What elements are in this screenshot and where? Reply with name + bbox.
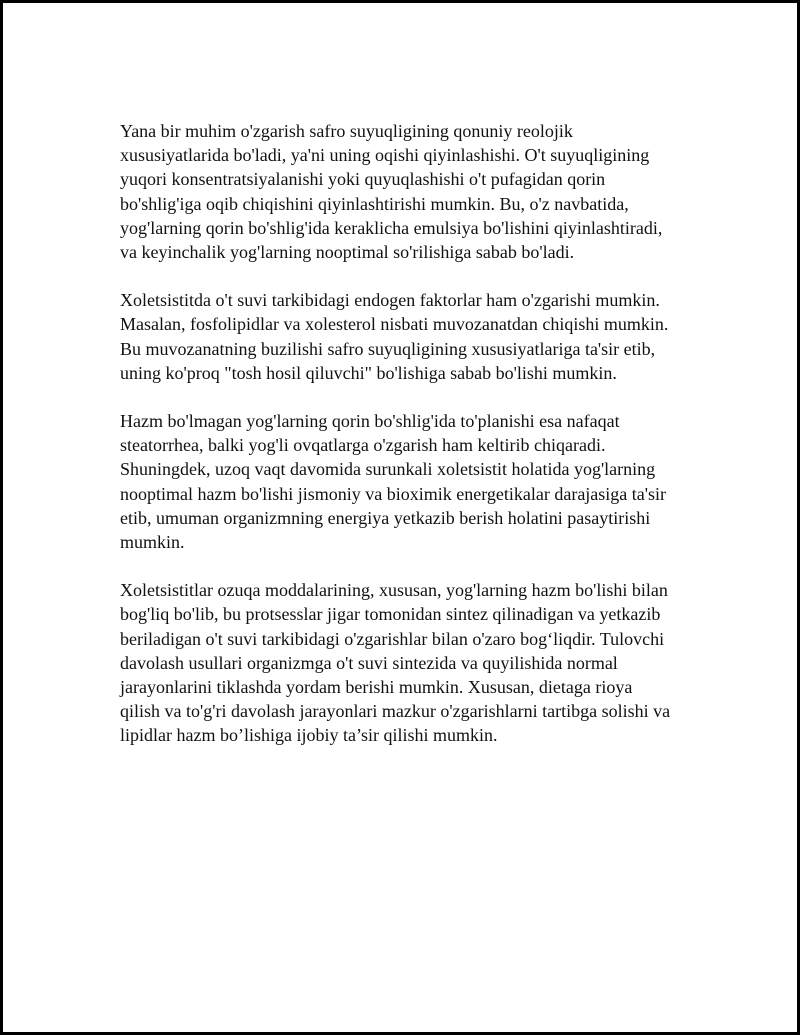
text-line: xususiyatlarida bo'ladi, ya'ni uning oqishi qiyinlashishi. O't suyuqligining (120, 145, 650, 166)
text-line: va keyinchalik yog'larning nooptimal so'rilishiga sabab bo'ladi. (120, 242, 575, 263)
text-line: nooptimal hazm bo'lishi jismoniy va bioximik energetikalar darajasiga ta'sir (120, 483, 667, 504)
paragraph-4 (120, 578, 690, 747)
text-line: bo'shlig'iga oqib chiqishini qiyinlashtirishi mumkin. Bu, o'z navbatida, (120, 193, 629, 214)
paragraph-3 (120, 409, 690, 554)
text-line: yuqori konsentratsiyalanishi yoki quyuqlashishi o't pufagidan qorin (120, 169, 606, 190)
text-line: Hazm bo'lmagan yog'larning qorin bo'shlig'ida to'planishi esa nafaqat (120, 411, 620, 432)
text-line: uning ko'proq "tosh hosil qiluvchi" bo'lishiga sabab bo'lishi mumkin. (120, 362, 617, 383)
text-line: qilish va to'g'ri davolash jarayonlari mazkur o'zgarishlarni tartibga solishi va (120, 701, 671, 722)
text-line: yog'larning qorin bo'shlig'ida keraklicha emulsiya bo'lishini qiyinlashtiradi, (120, 217, 663, 238)
text-line: steatorrhea, balki yog'li ovqatlarga o'zgarish ham keltirib chiqaradi. (120, 435, 606, 456)
text-line: bog'liq bo'lib, bu protsesslar jigar tomonidan sintez qilinadigan va yetkazib (120, 604, 661, 625)
text-line: Xoletsistitda o't suvi tarkibidagi endogen faktorlar ham o'zgarishi mumkin. (120, 290, 660, 311)
text-line: Shuningdek, uzoq vaqt davomida surunkali xoletsistit holatida yog'larning (120, 459, 656, 480)
text-line: lipidlar hazm bo’lishiga ijobiy ta’sir qilishi mumkin. (120, 725, 498, 746)
paragraph-1 (120, 119, 690, 264)
text-line: jarayonlarini tiklashda yordam berishi mumkin. Xususan, dietaga rioya (120, 677, 633, 698)
text-line: etib, umuman organizmning energiya yetkazib berish holatini pasaytirishi (120, 507, 651, 528)
text-line: beriladigan o't suvi tarkibidagi o'zgarishlar bilan o'zaro bog‘liqdir. Tulovchi (120, 628, 665, 649)
text-line: Bu muvozanatning buzilishi safro suyuqligining xususiyatlariga ta'sir etib, (120, 338, 656, 359)
document-body (120, 119, 690, 772)
text-line: mumkin. (120, 532, 185, 553)
text-line: Yana bir muhim o'zgarish safro suyuqligining qonuniy reolojik (120, 121, 573, 141)
text-line: Xoletsistitlar ozuqa moddalarining, xususan, yog'larning hazm bo'lishi bilan (120, 580, 668, 601)
text-line: davolash usullari organizmga o't suvi sintezida va quyilishida normal (120, 652, 618, 673)
text-line: Masalan, fosfolipidlar va xolesterol nisbati muvozanatdan chiqishi mumkin. (120, 314, 669, 335)
paragraph-2 (120, 288, 690, 385)
